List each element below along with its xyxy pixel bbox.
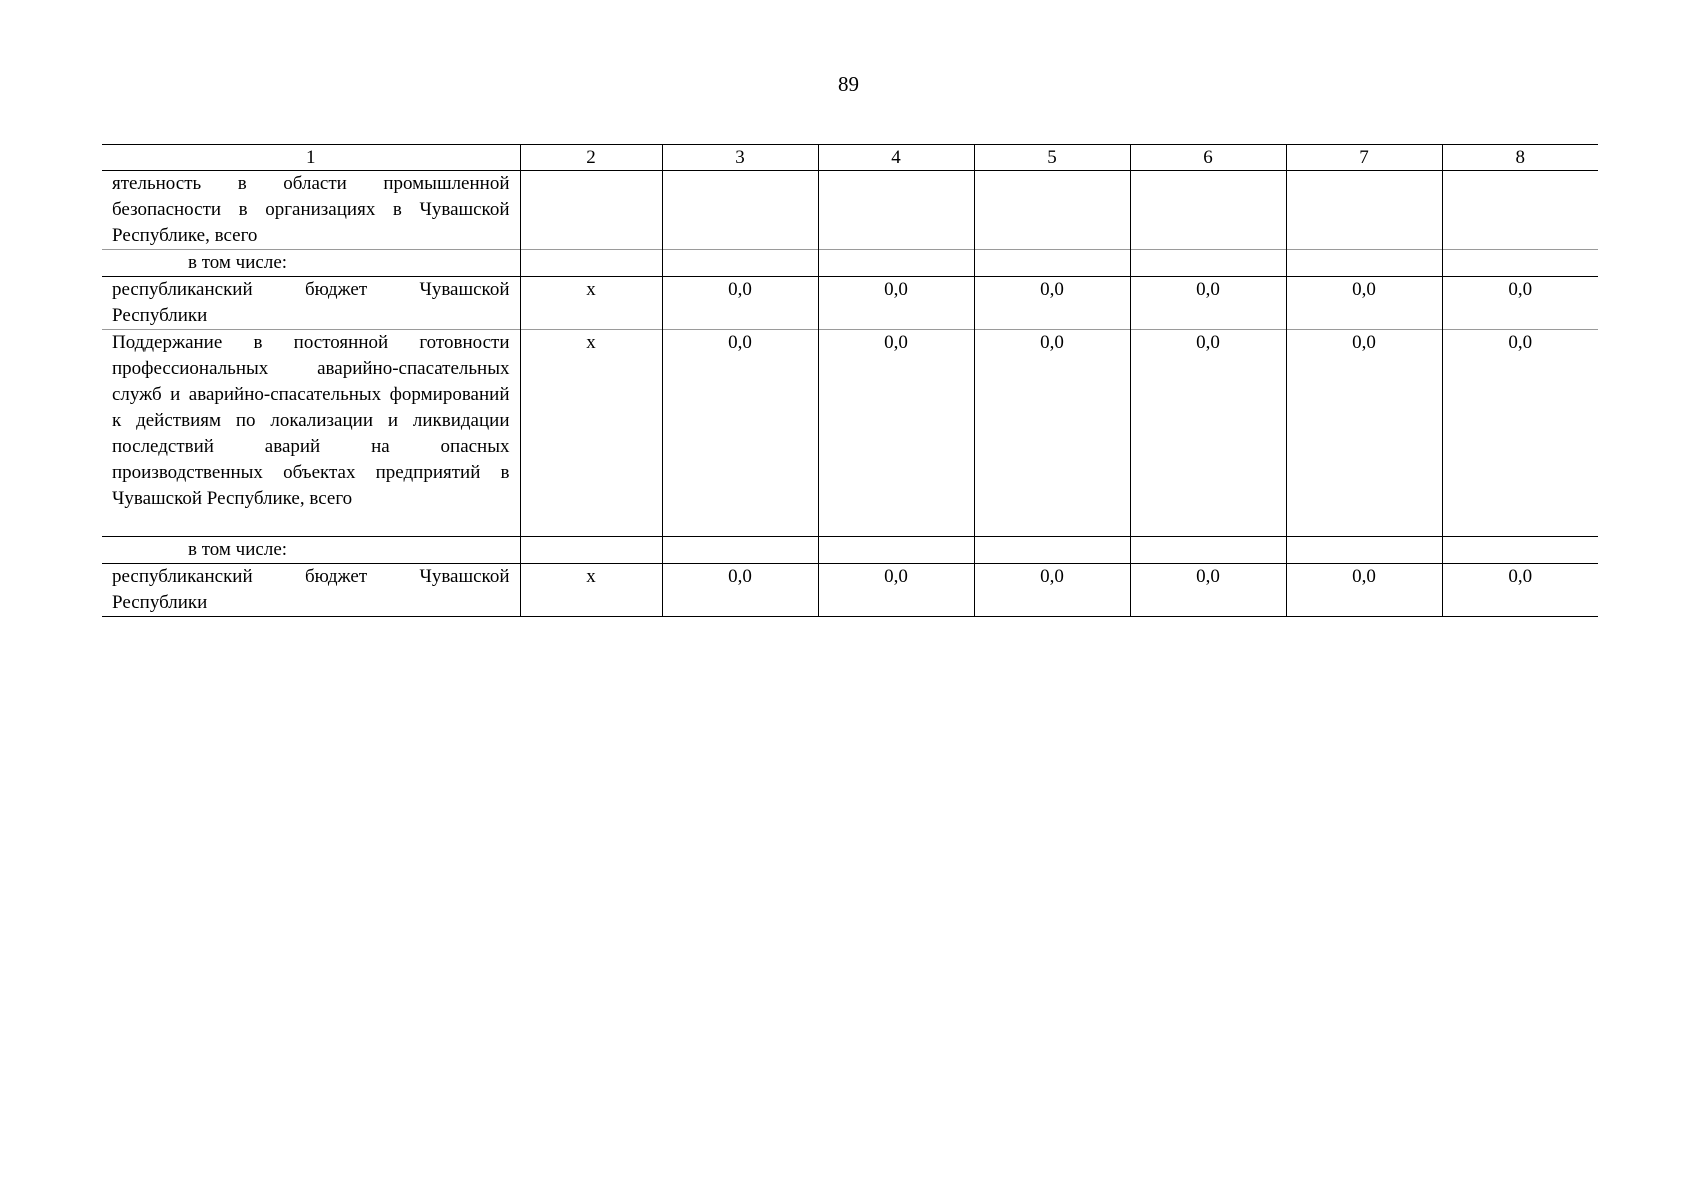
table-cell	[1130, 537, 1286, 564]
row-label: республиканский бюджет Чувашской Республики	[102, 277, 520, 330]
table-cell: 0,0	[1442, 564, 1598, 617]
column-number-row	[102, 145, 1598, 171]
column-header: 6	[1130, 145, 1286, 171]
table-cell: x	[520, 330, 662, 537]
table-cell	[974, 171, 1130, 250]
table-cell	[974, 250, 1130, 277]
table-cell: 0,0	[818, 330, 974, 537]
budget-table	[102, 144, 1598, 617]
table-cell	[818, 171, 974, 250]
table-cell: 0,0	[662, 277, 818, 330]
table-cell	[1442, 171, 1598, 250]
table-cell: 0,0	[1442, 277, 1598, 330]
table-cell	[1286, 250, 1442, 277]
table-cell	[662, 537, 818, 564]
table-cell	[1286, 171, 1442, 250]
column-header: 3	[662, 145, 818, 171]
table-cell: 0,0	[1442, 330, 1598, 537]
table-cell	[818, 250, 974, 277]
table-cell: 0,0	[818, 277, 974, 330]
table-cell: 0,0	[662, 564, 818, 617]
row-label: ятельность в области промышленной безопасности в организациях в Чувашской Республике, всего	[102, 171, 520, 250]
table-cell: 0,0	[1286, 564, 1442, 617]
row-label: в том числе:	[102, 537, 520, 564]
table-cell: 0,0	[1130, 330, 1286, 537]
table-cell	[974, 537, 1130, 564]
table-cell: 0,0	[662, 330, 818, 537]
table-cell: 0,0	[818, 564, 974, 617]
column-header: 5	[974, 145, 1130, 171]
table-cell: 0,0	[1130, 564, 1286, 617]
table-cell	[1130, 250, 1286, 277]
table-row	[102, 564, 1598, 617]
column-header: 2	[520, 145, 662, 171]
table-cell	[520, 171, 662, 250]
row-label: в том числе:	[102, 250, 520, 277]
table-row	[102, 171, 1598, 250]
table-cell: 0,0	[1286, 330, 1442, 537]
table-cell: 0,0	[1130, 277, 1286, 330]
table-cell	[520, 250, 662, 277]
column-header: 7	[1286, 145, 1442, 171]
table-row	[102, 250, 1598, 277]
table-cell: 0,0	[1286, 277, 1442, 330]
table-cell	[1442, 537, 1598, 564]
table-cell: x	[520, 277, 662, 330]
column-header: 8	[1442, 145, 1598, 171]
table-cell: 0,0	[974, 564, 1130, 617]
column-header: 4	[818, 145, 974, 171]
table-cell: 0,0	[974, 277, 1130, 330]
table-cell: 0,0	[974, 330, 1130, 537]
table-cell	[1130, 171, 1286, 250]
table-row	[102, 330, 1598, 537]
table-row	[102, 277, 1598, 330]
table-cell	[818, 537, 974, 564]
table-cell	[1442, 250, 1598, 277]
table-cell	[662, 250, 818, 277]
table-row	[102, 537, 1598, 564]
row-label: республиканский бюджет Чувашской Республики	[102, 564, 520, 617]
row-label: Поддержание в постоянной готовности профессиональных аварийно-спасательных служб и аварийно-спасательных формирований к действиям по локализации и ликвидации последствий аварий на опасных производственных объектах предприятий в Чувашской Республике, всего	[102, 330, 520, 537]
table-cell	[1286, 537, 1442, 564]
table-cell	[520, 537, 662, 564]
table-cell: x	[520, 564, 662, 617]
page-number: 89	[838, 72, 859, 96]
table-cell	[662, 171, 818, 250]
column-header: 1	[102, 145, 520, 171]
